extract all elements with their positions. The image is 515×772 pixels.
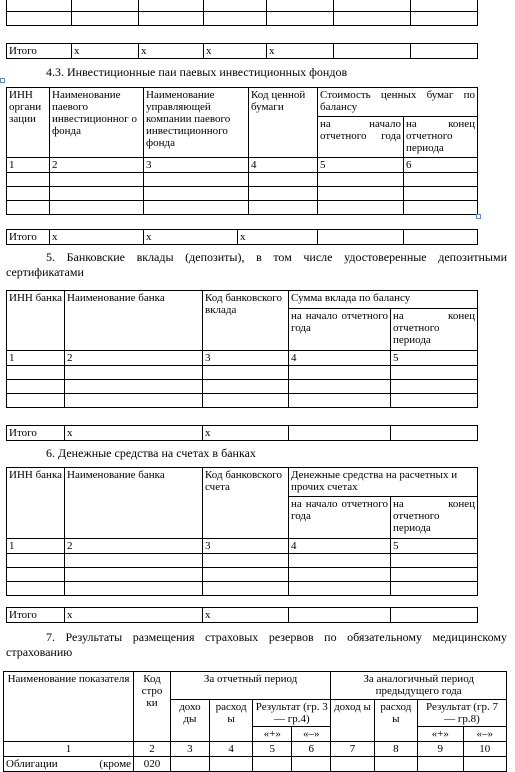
section-5-total — [6, 425, 478, 441]
col-inn-header: ИНН банка — [7, 468, 65, 539]
col-result-header: Результат (гр. 3 — гр.4) — [253, 700, 331, 727]
total-label: Итого — [7, 426, 65, 441]
section-4-3-total — [6, 229, 478, 245]
col-number: 1 — [7, 539, 65, 554]
col-number: 4 — [289, 351, 391, 366]
section-6-total — [6, 607, 478, 623]
col-end-header: на конец отчетного периода — [391, 309, 478, 351]
col-number: 1 — [4, 742, 134, 757]
x-mark: x — [203, 608, 289, 623]
col-plus-header: «+» — [418, 727, 464, 742]
col-number: 8 — [374, 742, 417, 757]
section-7-heading-text: 7. Результаты размещения страховых резервов по обязательному медицинскому страхованию — [6, 630, 507, 659]
col-security-code-header: Код ценной бумаги — [249, 88, 318, 158]
col-number: 6 — [404, 158, 478, 173]
total-label: Итого — [7, 44, 72, 59]
col-number: 4 — [249, 158, 318, 173]
section-4-3-heading: 4.3. Инвестиционные паи паевых инвестиционных фондов — [46, 65, 348, 79]
col-result-prev-header: Результат (гр. 7 — гр.8) — [418, 700, 507, 727]
col-funds-header: Денежные средства на расчетных и прочих счетах — [289, 468, 478, 497]
section-7-heading — [6, 630, 507, 660]
col-number: 7 — [331, 742, 374, 757]
section-5-table — [6, 290, 478, 408]
col-minus-header: «–» — [292, 727, 331, 742]
col-number: 3 — [203, 539, 289, 554]
total-label: Итого — [7, 608, 65, 623]
x-mark: x — [139, 44, 204, 59]
col-income-header: дохо ды — [170, 700, 209, 742]
col-previous-period-header: За аналогичный период предыдущего года — [331, 672, 507, 700]
col-number: 2 — [65, 351, 203, 366]
col-number: 1 — [7, 351, 65, 366]
col-start-header: на начало отчетного года — [318, 117, 404, 158]
col-bank-header: Наименование банка — [65, 291, 203, 351]
row-bonds-code: 020 — [134, 757, 171, 772]
table-resize-marker — [476, 214, 481, 219]
col-inn-header: ИНН банка — [7, 291, 65, 351]
col-number: 5 — [391, 351, 478, 366]
col-number: 2 — [65, 539, 203, 554]
x-mark: x — [203, 426, 289, 441]
section-6-table — [6, 467, 478, 596]
col-fund-header: Наименование паевого инвестиционног о фонда — [50, 88, 144, 158]
col-expense-header: расход ы — [209, 700, 252, 742]
col-income-prev-header: доход ы — [331, 700, 374, 742]
col-number: 5 — [318, 158, 404, 173]
col-number: 2 — [50, 158, 144, 173]
col-number: 5 — [391, 539, 478, 554]
col-number: 3 — [144, 158, 249, 173]
col-start-header: на начало отчетного года — [289, 497, 391, 539]
col-mgmt-company-header: Наименование управляющей компании паевого инвестиционного фонда — [144, 88, 249, 158]
col-sum-header: Сумма вклада по балансу — [289, 291, 478, 309]
col-indicator-header: Наименование показателя — [4, 672, 134, 742]
x-mark: x — [144, 230, 238, 245]
x-mark: x — [72, 44, 139, 59]
section-5-heading-bound: 5. Банковские вклады (депозиты), в том числе удостоверенные депозитными сертификатами — [6, 250, 507, 279]
section-6-heading: 6. Денежные средства на счетах в банках — [46, 446, 256, 460]
col-end-header: на конец отчетного периода — [404, 117, 478, 158]
col-number: 3 — [203, 351, 289, 366]
total-label: Итого — [7, 230, 50, 245]
col-line-code-header: Код стро ки — [134, 672, 171, 742]
section-5-heading-text — [6, 250, 507, 280]
top-total-table — [6, 43, 478, 59]
col-number: 9 — [418, 742, 464, 757]
col-number: 3 — [170, 742, 209, 757]
col-bank-header: Наименование банка — [65, 468, 203, 539]
col-number: 2 — [134, 742, 171, 757]
col-number: 5 — [253, 742, 292, 757]
x-mark: x — [267, 44, 334, 59]
table-anchor-marker — [0, 78, 5, 83]
section-7-table — [3, 671, 507, 772]
row-bonds-label: Облигации (кроме — [4, 757, 134, 772]
col-value-header: Стоимость ценных бумаг по балансу — [318, 88, 478, 117]
col-number: 4 — [209, 742, 252, 757]
col-deposit-code-header: Код банковского вклада — [203, 291, 289, 351]
col-reporting-period-header: За отчетный период — [170, 672, 330, 700]
x-mark: x — [204, 44, 267, 59]
col-minus-header: «–» — [463, 727, 506, 742]
col-number: 10 — [463, 742, 506, 757]
x-mark: x — [65, 426, 203, 441]
col-number: 6 — [292, 742, 331, 757]
x-mark: x — [50, 230, 144, 245]
col-number: 1 — [7, 158, 50, 173]
col-inn-header: ИНН органи зации — [7, 88, 50, 158]
col-plus-header: «+» — [253, 727, 292, 742]
col-number: 4 — [289, 539, 391, 554]
top-table — [6, 0, 478, 26]
col-end-header: на конец отчетного периода — [391, 497, 478, 539]
col-account-code-header: Код банковского счета — [203, 468, 289, 539]
x-mark: x — [65, 608, 203, 623]
col-expense-prev-header: расход ы — [374, 700, 417, 742]
section-4-3-table — [6, 87, 478, 215]
x-mark: x — [238, 230, 318, 245]
col-start-header: на начало отчетного года — [289, 309, 391, 351]
